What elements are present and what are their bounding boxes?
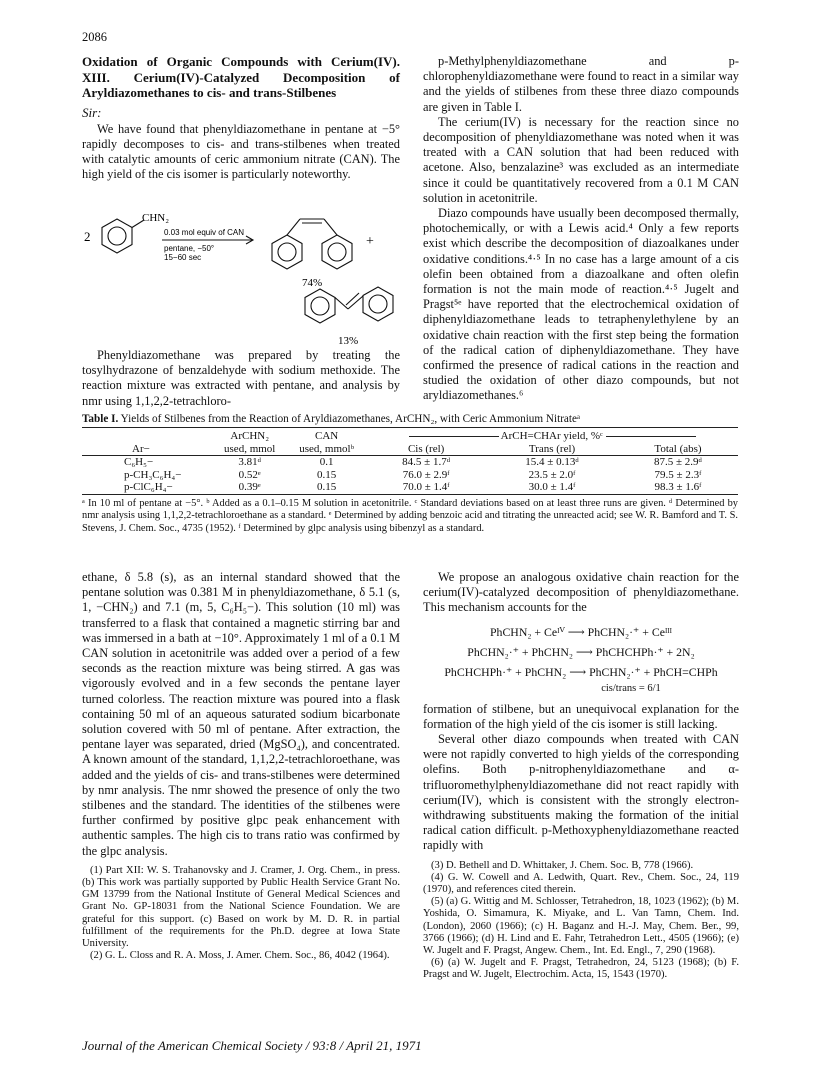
reference-item: (6) (a) W. Jugelt and F. Pragst, Tetrahedron, 24, 5123 (1968); (b) F. Pragst and W. Jugelt, Electrochim. Acta, 15, 1543 (1970).	[423, 957, 739, 981]
left-column-mid	[82, 348, 400, 409]
right-column-top	[423, 54, 739, 404]
scheme-plus-sign: +	[366, 234, 374, 249]
header-total: Total (abs)	[654, 442, 702, 455]
scheme-condition-can: 0.03 mol equiv of CAN	[164, 228, 245, 237]
cell-ar: p-ClC₆H₄−	[124, 481, 173, 494]
header-can: CAN	[315, 430, 339, 442]
reference-item: (4) G. W. Cowell and A. Ledwith, Quart. Rev., Chem. Soc., 24, 119 (1970), and references cited therein.	[423, 871, 739, 896]
scheme-condition-solvent: pentane, −50°	[164, 244, 215, 253]
cell-trans: 23.5 ± 2.0ᶠ	[528, 468, 576, 481]
stilbene-formation-paragraph: formation of stilbene, but an unequivocal explanation for the formation of the high yield of the cis isomer is still lacking.	[423, 701, 739, 731]
right-column-bottom	[423, 570, 739, 982]
header-yield-label: ArCH=CHAr yield, %ᶜ	[500, 430, 603, 442]
cell-archn2: 0.52ᵉ	[238, 468, 261, 481]
cell-cis: 76.0 ± 2.9ᶠ	[402, 468, 450, 481]
scheme-yield-trans: 13%	[338, 335, 359, 347]
reaction-scheme	[82, 207, 402, 359]
mechanism-paragraph: We propose an analogous oxidative chain reaction for the cerium(IV)-catalyzed decomposition of phenyldiazomethane. This mechanism accounts for the	[423, 570, 739, 615]
reaction-scheme-drawing	[82, 207, 402, 359]
scheme-yield-cis: 74%	[302, 277, 323, 289]
header-can-unit: used, mmolᵇ	[299, 442, 354, 455]
intro-paragraph: We have found that phenyldiazomethane in pentane at −5° rapidly decomposes to cis- and trans-stilbenes when treated with catalytic amounts of ceric ammonium nitrate (CAN). The high yield of the cis isomer is particularly noteworthy.	[82, 121, 400, 182]
header-yield-group	[366, 428, 738, 443]
equation-1: PhCHN₂ + Ceᴵⱽ ⟶ PhCHN₂·⁺ + Ceᴵᴵᴵ	[489, 624, 673, 639]
cell-can: 0.15	[317, 481, 337, 494]
cell-cis: 84.5 ± 1.7ᵈ	[402, 456, 451, 469]
procedure-paragraph: ethane, δ 5.8 (s), as an internal standard showed that the pentane solution was 0.381 M in phenyldiazomethane, δ 5.1 (s, 1, −CHN₂) and 7.1 (m, 5, C₆H₅−). This solution (10 ml) was transferred to a flask that contained a magnetic stirring bar and was immersed in a bath at −10°. Approximately 1 ml of a 0.1 M CAN solution in acetonitrile was added over a period of a few seconds as the reaction mixture was being stirred. A gas was vigorously evolved and in a few seconds the pentane layer turned colorless. The reaction mixture was poured into a flask containing 50 ml of an aqueous saturated sodium bicarbonate solution covered with 50 ml of pentane. After extraction, the pentane layer was separated, dried (MgSO₄), and concentrated. A known amount of the standard, 1,1,2,2-tetrachloroethane, was added and the yields of cis- and trans-stilbenes were determined by nmr analysis. The nmr showed the presence of only the two stilbenes and the standard. The identities of the stilbenes were further confirmed by positive glpc peak enhancement with authentic samples. The high cis to trans ratio was confirmed by the glpc analysis.	[82, 570, 400, 858]
scheme-coefficient: 2	[84, 229, 91, 244]
salutation: Sir:	[82, 104, 102, 120]
header-cis: Cis (rel)	[407, 442, 445, 455]
references-left	[82, 865, 400, 963]
cell-ar: C₆H₅−	[124, 456, 154, 469]
page-number: 2086	[82, 30, 107, 44]
reference-item: (3) D. Bethell and D. Whittaker, J. Chem. Soc. B, 778 (1966).	[431, 859, 694, 871]
cell-ar: p-CH₃C₆H₄−	[124, 468, 182, 481]
table-footnotes: ᵃ In 10 ml of pentane at −5°. ᵇ Added as a 0.1–0.15 M solution in acetonitrile. ᶜ Standard deviations based on at least three runs are given. ᵈ Determined by nmr analysis using 1,1,2,2-tetrachloroethane as a standard. ᵉ Determined by adding benzoic acid and titrating the unreacted acid; see W. R. Bamford and T. S. Stevens, J. Chem. Soc., 4735 (1952). ᶠ Determined by glpc analysis using bibenzyl as a standard.	[82, 497, 738, 534]
scheme-diazo-group: CHN₂	[142, 212, 170, 224]
header-trans: Trans (rel)	[528, 442, 576, 455]
cell-total: 98.3 ± 1.6ᶠ	[654, 481, 702, 494]
equation-3: PhCHCHPh·⁺ + PhCHN₂ ⟶ PhCHN₂·⁺ + PhCH=CHPh	[444, 664, 718, 679]
table-label: Table I.	[82, 413, 119, 425]
header-archn2: ArCHN₂	[230, 430, 270, 442]
equation-2: PhCHN₂·⁺ + PhCHN₂ ⟶ PhCHCHPh·⁺ + 2N₂	[467, 644, 695, 659]
scheme-condition-time: 15−60 sec	[164, 253, 202, 262]
table-block	[82, 413, 738, 535]
header-ar: Ar−	[132, 442, 150, 455]
preparation-paragraph: Phenyldiazomethane was prepared by treating the tosylhydrazone of benzaldehyde with sodium methoxide. The reaction mixture was extracted with pentane, and analysis by nmr using 1,1,2,2-tetrachloro-	[82, 348, 400, 408]
article-title: Oxidation of Organic Compounds with Cerium(IV). XIII. Cerium(IV)-Catalyzed Decomposition of Aryldiazomethanes to cis- and trans-Stilbenes	[82, 54, 400, 100]
mechanism-equations	[423, 622, 739, 696]
table-caption-text: Yields of Stilbenes from the Reaction of Aryldiazomethanes, ArCHN₂, with Ceric Ammonium Nitrateᵃ	[120, 413, 581, 425]
other-diazo-paragraph: Several other diazo compounds when treated with CAN were not rapidly converted to high yields of the corresponding olefins. Both p-nitrophenyldiazomethane and α-trifluoromethylphenyldiazomethane did not react rapidly with cerium(IV), which is consistent with the strongly electron-withdrawing substituents making the formation of the initial radical cation difficult. p-Methoxyphenyldiazomethane reacted rapidly with	[423, 732, 739, 853]
cis-trans-ratio: cis/trans = 6/1	[601, 682, 661, 694]
references-right	[423, 860, 739, 982]
table-row	[82, 481, 738, 494]
cell-trans: 15.4 ± 0.13ᵈ	[525, 456, 579, 469]
journal-footer: Journal of the American Chemical Society / 93:8 / April 21, 1971	[82, 1038, 422, 1053]
left-column-top	[82, 54, 400, 183]
header-archn2-unit: used, mmol	[224, 442, 276, 455]
cell-archn2: 0.39ᵉ	[238, 481, 261, 494]
reference-item: (2) G. L. Closs and R. A. Moss, J. Amer. Chem. Soc., 86, 4042 (1964).	[90, 950, 390, 962]
cerium-necessity-paragraph: The cerium(IV) is necessary for the reaction since no decomposition of phenyldiazomethane was noted when it was treated with a CAN solution that had been reduced with acetone. Also, benzalazine³ was excluded as an intermediate since it could be quantitatively recovered from a 0.1 M CAN solution in acetonitrile.	[423, 114, 739, 205]
cell-total: 87.5 ± 2.9ᵈ	[653, 456, 702, 469]
cell-can: 0.15	[317, 468, 337, 481]
table-row	[82, 469, 738, 482]
table-row	[82, 456, 738, 469]
cell-archn2: 3.81ᵈ	[238, 456, 262, 469]
cell-cis: 70.0 ± 1.4ᶠ	[402, 481, 450, 494]
reference-item: (5) (a) G. Wittig and M. Schlosser, Tetrahedron, 18, 1023 (1962); (b) M. Yoshida, O. Simamura, K. Miyake, and L. Van Tamn, Chem. Ind. (London), 2060 (1966); (c) H. Baganz and H.-J. May, Chem. Ber., 99, 3766 (1966); (d) H. Lind and E. Fahr, Tetrahedron Lett., 4505 (1966); (e) W. Jugelt and F. Pragst, Angew. Chem., Int. Ed. Engl., 7, 290 (1968).	[423, 896, 739, 957]
stilbene-yield-table	[82, 427, 738, 495]
cell-total: 79.5 ± 2.3ᶠ	[654, 468, 702, 481]
reference-item: (1) Part XII: W. S. Trahanovsky and J. Cramer, J. Org. Chem., in press. (b) This work was partially supported by Public Health Service Grant No. GM 13799 from the National Institute of General Medical Sciences and Grant No. GP-18031 from the National Science Foundation. We are grateful for this support. (c) Based on work by M. D. R. in partial fulfillment of the requirements for the Ph.D. degree at Iowa State University.	[82, 864, 400, 950]
table-caption	[82, 413, 738, 425]
substituted-diazo-paragraph: p-Methylphenyldiazomethane and p-chlorophenyldiazomethane were found to react in a similar way and the yields of stilbenes from these three diazo compounds are given in Table I.	[423, 54, 739, 114]
cell-can: 0.1	[319, 456, 334, 469]
left-column-bottom	[82, 570, 400, 962]
diazo-decomposition-paragraph: Diazo compounds have usually been decomposed thermally, photochemically, or with a Lewis acid.⁴ Only a few reports exist which describe the decomposition of diazoalkanes under oxidative conditions.⁴·⁵ In no case has a large amount of a cis olefin been obtained from a diazoalkane and often olefin formation is not the main mode of reaction.⁴·⁵ Jugelt and Pragst⁵ᵉ have reported that the electrochemical oxidation of diphenyldiazomethane leads to tetraphenylethylene by an oxidative chain reaction with the first step being the formation of the radical cation of diphenyldiazomethane. They have confirmed the presence of radical cations in the reaction and studied the oxidation of other diazo compounds, but not aryldiazomethanes.⁶	[423, 206, 739, 403]
cell-trans: 30.0 ± 1.4ᶠ	[528, 481, 576, 494]
